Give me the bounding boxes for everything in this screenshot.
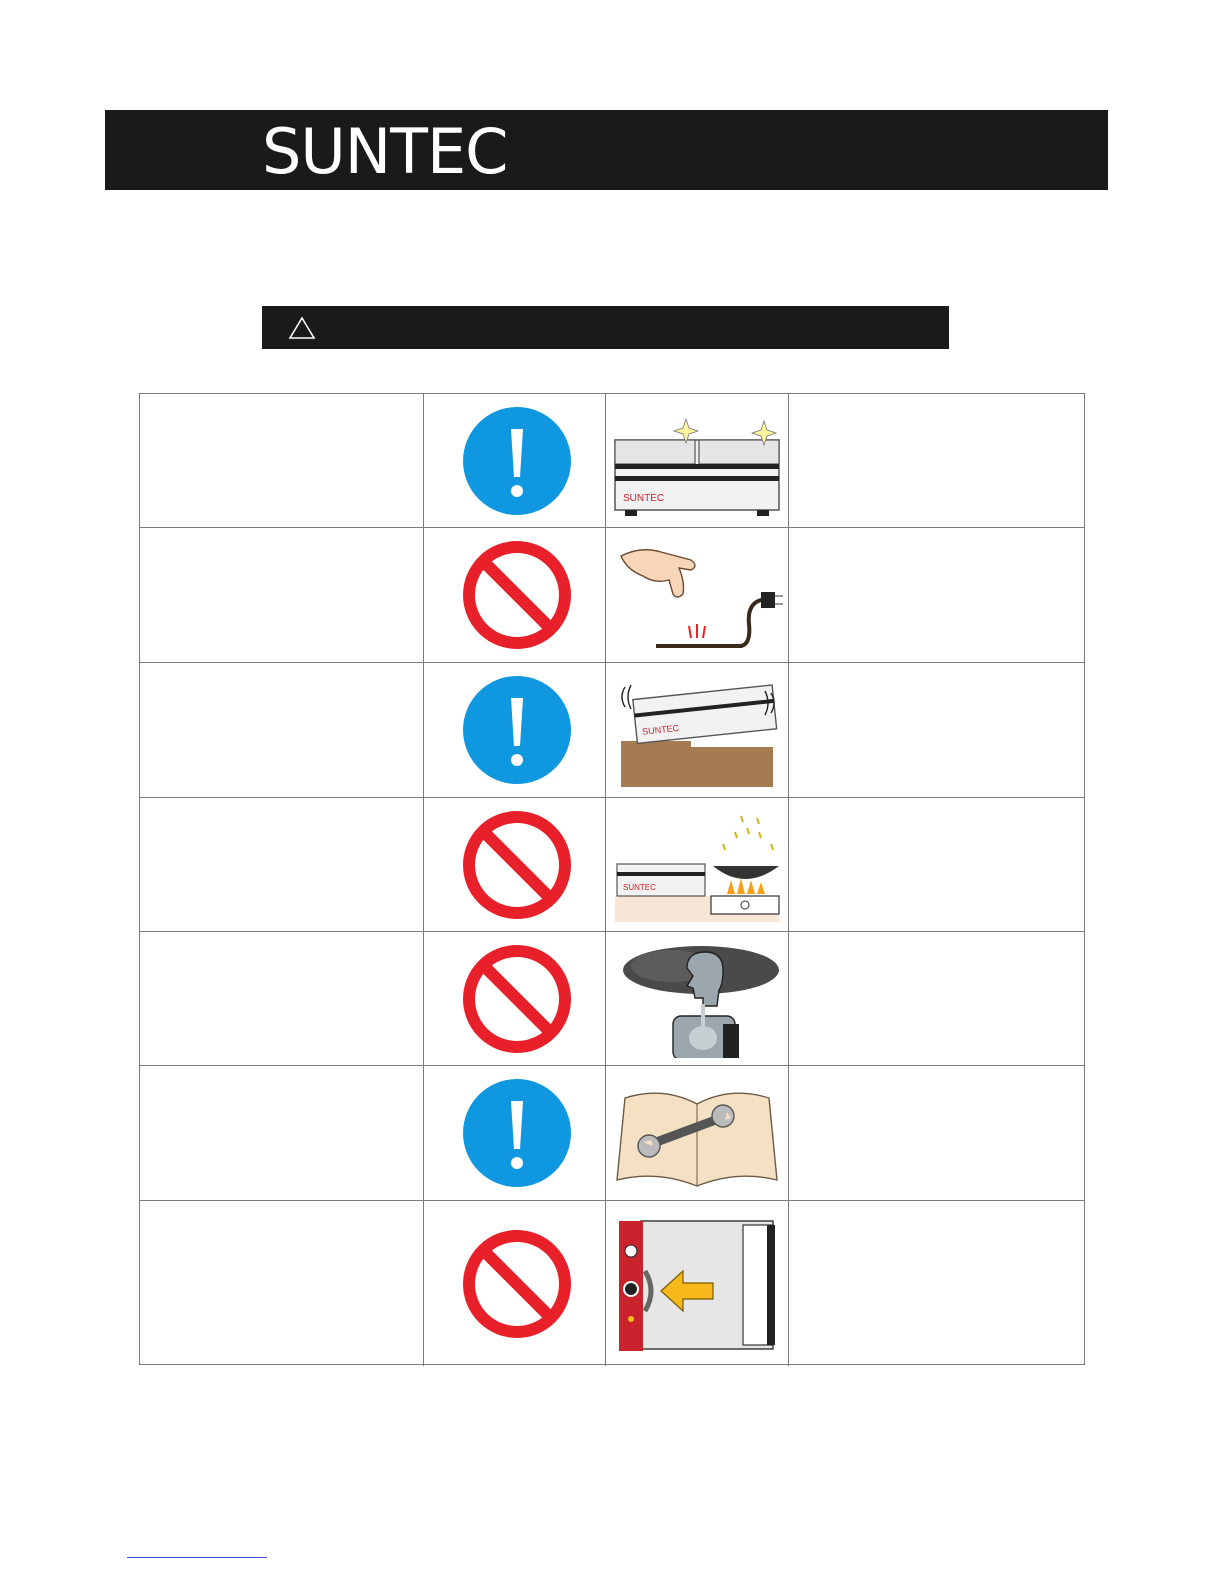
table-row: [140, 663, 1084, 798]
illustration-cell: [606, 932, 789, 1065]
device-logo: SUNTEC: [623, 493, 665, 504]
prohibited-icon: [461, 809, 573, 921]
maintenance-manual-illustration: [611, 1072, 783, 1192]
note-cell: [789, 394, 1084, 527]
illustration-cell: [606, 394, 789, 527]
symbol-cell: [424, 663, 606, 797]
header-bar: [105, 110, 1108, 190]
clean-device-illustration: [611, 400, 783, 520]
note-cell: [789, 1066, 1084, 1200]
description-cell: [140, 932, 424, 1065]
illustration-cell: [606, 798, 789, 931]
note-cell: [789, 663, 1084, 797]
prohibited-icon: [461, 1228, 573, 1340]
brand-logo: SUNTEC: [262, 115, 508, 188]
note-cell: [789, 932, 1084, 1065]
description-cell: [140, 394, 424, 527]
note-cell: [789, 798, 1084, 931]
table-row: [140, 798, 1084, 932]
note-cell: [789, 1201, 1084, 1366]
description-cell: [140, 798, 424, 931]
footer-link-underline: [127, 1557, 267, 1558]
description-cell: [140, 528, 424, 662]
table-row: [140, 1201, 1084, 1366]
warning-triangle-icon: [288, 316, 316, 340]
prohibited-icon: [461, 943, 573, 1055]
description-cell: [140, 1066, 424, 1200]
table-row: [140, 1066, 1084, 1201]
illustration-cell: [606, 1066, 789, 1200]
mandatory-icon: [461, 1077, 573, 1189]
mandatory-icon: [461, 405, 573, 517]
damaged-cord-illustration: [611, 534, 783, 654]
mandatory-icon: [461, 674, 573, 786]
symbol-cell: [424, 798, 606, 931]
cable-insertion-illustration: [611, 1207, 783, 1357]
uneven-surface-illustration: [611, 669, 783, 789]
description-cell: [140, 663, 424, 797]
prohibited-icon: [461, 539, 573, 651]
safety-table: [139, 393, 1085, 1365]
near-heat-source-illustration: [611, 804, 783, 924]
illustration-cell: [606, 528, 789, 662]
symbol-cell: [424, 1201, 606, 1366]
table-row: [140, 932, 1084, 1066]
table-row: [140, 394, 1084, 528]
illustration-cell: [606, 663, 789, 797]
smoke-inhalation-illustration: [611, 938, 783, 1058]
illustration-cell: [606, 1201, 789, 1366]
table-row: [140, 528, 1084, 663]
description-cell: [140, 1201, 424, 1366]
symbol-cell: [424, 1066, 606, 1200]
symbol-cell: [424, 932, 606, 1065]
symbol-cell: [424, 394, 606, 527]
caution-bar: [262, 306, 949, 349]
device-logo: SUNTEC: [623, 883, 656, 892]
symbol-cell: [424, 528, 606, 662]
note-cell: [789, 528, 1084, 662]
device-logo: SUNTEC: [641, 722, 680, 737]
